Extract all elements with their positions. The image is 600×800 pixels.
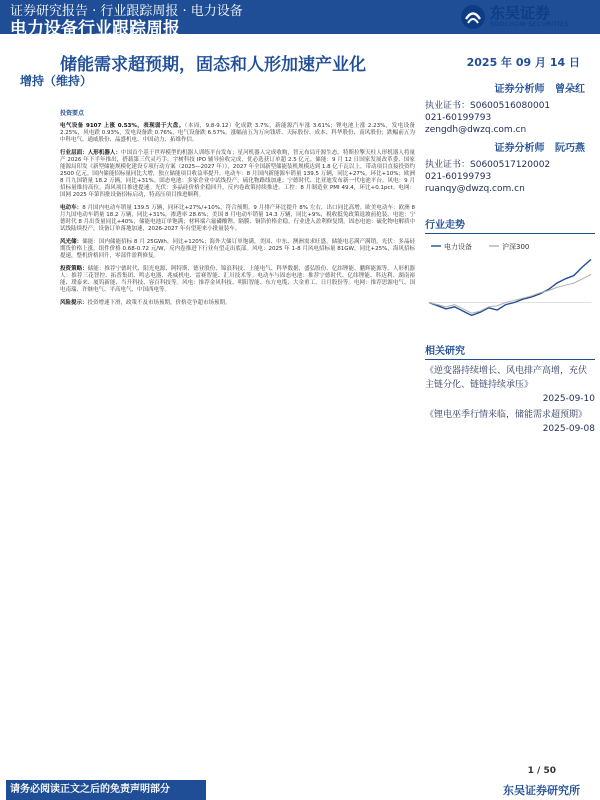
chart-section-title: 行业走势: [425, 216, 595, 234]
analyst-card: [425, 139, 595, 194]
footer-bar: [0, 780, 600, 800]
block-text: 投资增速下滑，政策不及市场预期，价格竞争超市场预期。: [87, 300, 231, 306]
report-date: 2025 年 09 月 14 日: [466, 56, 580, 69]
summary-block: [60, 266, 415, 294]
block-lead: 行业层面：人形机器人：: [60, 150, 122, 156]
analyst-cert: 执业证书：S0600516080001: [425, 101, 551, 111]
analyst-email[interactable]: zengdh@dwzq.com.cn: [425, 125, 527, 135]
block-text: 中国首个基于世界模型的机器人训练平台发布；星河机器人完成收购，智元布局开源生态。特斯拉擎天柱人形机器人将量产 2026 年下半年推出，搭载第三代灵巧手。宇树科技 IPO 辅导验收完成，优必选获订单超 2.5 亿元。储能：9 月 12 日国家发展改革委、国家能源局印发《新型储能规模化建设专项行动方案（2025—2027 年）》，2027 年全国新型储能装机规模达到 1.8 亿千瓦以上，带动项目直接投资约 2500 亿元。国内储能招标量同比大增，独立储能项目收益率提升。电动车：8 月国内新能源车销量 139.5 万辆，同比+27%，环比+10%；欧洲 8 月九国销量 18.2 万辆，同比+31%。固态电池：多家企业中试线投产，硫化物路线加速；宁德时代、比亚迪发布新一代电池平台。风电：9 月招标量维持高位，海风项目推进提速。光伏：多晶硅价格企稳回升，反内卷政策持续推进。工控：8 月制造业 PMI 49.4，环比+0.1pct。电网：国网 2025 年第四批设备招标启动，特高压项目推进顺利。: [60, 150, 415, 198]
logo-text-en: SOOCHOW SECURITIES: [490, 21, 569, 28]
rating-label: 增持（维持）: [20, 74, 93, 88]
summary-block: [60, 123, 415, 144]
footer-company: 东吴证券研究所: [503, 784, 580, 797]
report-series: 证券研究报告 · 行业跟踪周报 · 电力设备: [10, 4, 243, 19]
summary-block: [60, 300, 415, 307]
logo-text-cn: 东吴证券: [490, 4, 551, 22]
sidebar: [425, 80, 595, 760]
related-date: 2025-09-10: [542, 394, 595, 404]
analyst-phone: 021-60199793: [425, 113, 492, 123]
related-item[interactable]: 《逆变器持续增长、风电排产高增，充伏主链分化、链链持续承压》: [425, 366, 588, 390]
report-type: 电力设备行业跟踪周报: [10, 19, 180, 39]
block-lead: 投资策略：: [60, 266, 88, 272]
block-text: 8 月国内电动车销量 139.5 万辆，同环比+27%/+10%，符合预期。9 月排产环比提升 8% 左右，出口同比高增。欧美电动车：欧洲 8 月九国电动车销量 18.2 万辆，同比+31%，渗透率 28.6%；美国 8 月电动车销量 14.3 万辆，同比+9%，税收抵免政策退坡前抢装。电池：宁德时代 8 月出货量同比+40%，储能电池订单饱满；材料端六氟磷酸锂、隔膜、铜箔价格企稳，行业进入盈利修复期。固态电池：硫化物电解质中试线陆续投产，设备订单落地加速，2026-2027 年有望迎来小批量装车。: [60, 205, 415, 232]
disclaimer-text: 请务必阅读正文之后的免责声明部分: [6, 780, 206, 800]
block-text: 储能：国内储能招标 8 月 25GWh，同比+120%；海外大储订单饱满，美国、中东、澳洲需求旺盛，储能电芯满产满销。光伏：多晶硅期货价格上涨，组件价格 0.68-0.72 元/W，反内卷推进下行业有望走出底部。风电：2025 年 1-8 月风电招标量 81GW，同比+25%，海风招标提速，整机价格回升，零部件盈利修复。: [60, 239, 415, 259]
related-item[interactable]: 《锂电巫季行情来临，储能需求超预期》: [425, 410, 588, 420]
summary-block: [60, 239, 415, 260]
section-label: 投资要点: [60, 110, 85, 117]
analyst-name: 曾朵红: [555, 84, 585, 95]
page-number: 1 / 50: [527, 766, 556, 776]
related-date: 2025-09-08: [542, 424, 595, 434]
analyst-name-row: [425, 80, 595, 95]
legend-label-0: 电力设备: [444, 243, 472, 251]
block-text: 储能：推荐宁德时代、阳光电源、阿特斯、德业股份、锦浪科技、上能电气、科华数据、盛弘股份、亿纬锂能、鹏辉能源等。人形机器人：推荐三花智控、拓普集团、鸣志电器、兆威机电、雷赛智能、汇川技术等。电动车与固态电池：推荐宁德时代、亿纬锂能、科达利、湖南裕能、璞泰来、厦钨新能、当升科技、容百科技等。风电：推荐金风科技、明阳智能、东方电缆、大金重工、日月股份等。电网：推荐思源电气、国电南瑞、许继电气、平高电气、中国西电等。: [60, 266, 415, 293]
analyst-email[interactable]: ruanqy@dwzq.com.cn: [425, 184, 525, 194]
analyst-cert: 执业证书：S0600517120002: [425, 160, 551, 170]
legend-label-1: 沪深300: [502, 243, 530, 251]
block-text: （本周，9.8-9.12）化成跌 3.7%，新能源汽车涨 3.61%；锂电池上涨 2.23%，发电设备 2.25%，风电跌 0.93%，发电设备跌 0.76%，电气设备跌 6.57%。涨幅前五为万向钱塔、天际股份、成本、科华股份、南风股份；跌幅前五为中科电气、通威股份、晶盛机电、中国动力、拓维作信。: [60, 123, 415, 143]
report-title: 储能需求超预期，固态和人形加速产业化: [60, 55, 366, 75]
related-title: 相关研究: [425, 342, 595, 360]
block-lead: 电气设备 9107 上涨 0.53%，表现弱于大盘。: [60, 123, 185, 129]
block-lead: 风光储：: [60, 239, 83, 245]
analyst-phone: 021-60199793: [425, 172, 492, 182]
summary-block: [60, 150, 415, 199]
industry-trend-chart: [425, 240, 595, 330]
trend-chart-svg: [425, 240, 595, 330]
block-lead: 风险提示：: [60, 300, 88, 306]
summary-block: [60, 205, 415, 233]
block-lead: 电动车：: [60, 205, 83, 211]
analyst-name: 阮巧燕: [555, 143, 585, 154]
main-content: [60, 110, 415, 770]
company-logo: [460, 2, 590, 34]
analyst-role: 证券分析师: [494, 84, 545, 95]
analyst-name-row: [425, 139, 595, 154]
analyst-card: [425, 80, 595, 135]
analyst-role: 证券分析师: [494, 143, 545, 154]
logo-mark-icon: [460, 4, 486, 30]
